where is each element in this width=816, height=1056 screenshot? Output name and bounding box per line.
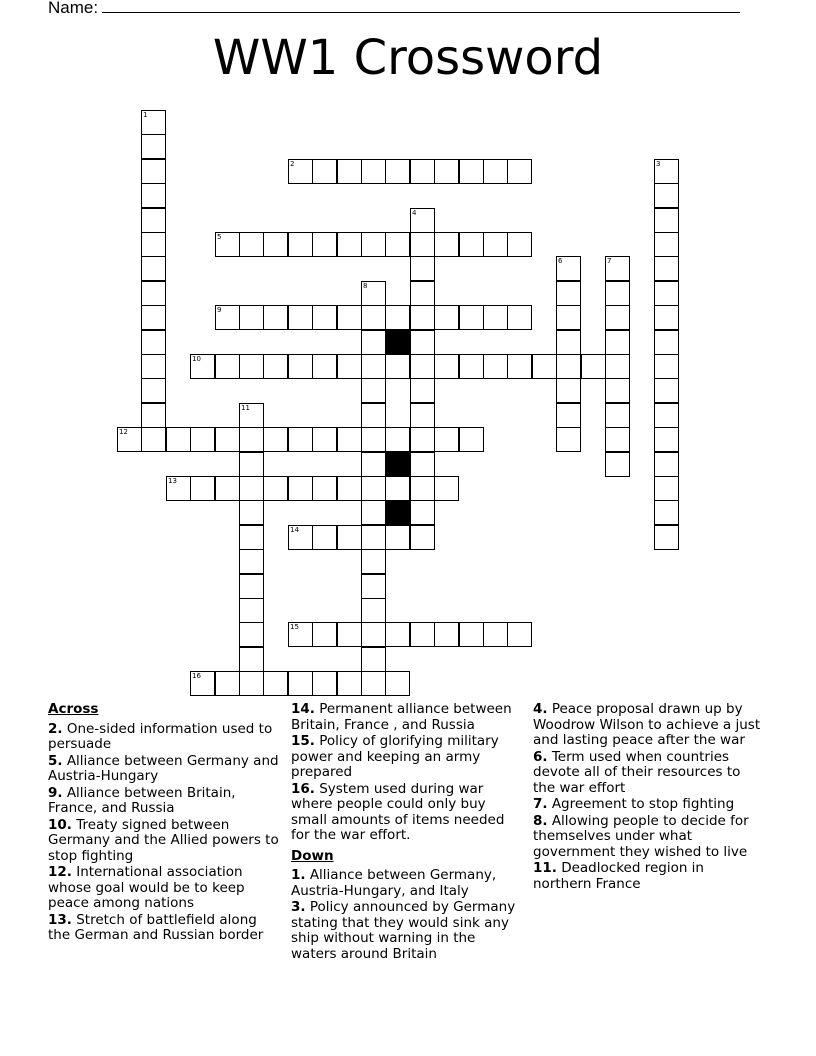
clue-number: 1. — [291, 867, 306, 883]
answer-cell[interactable] — [654, 256, 679, 281]
answer-cell[interactable] — [556, 305, 581, 330]
clue-number-12: 12 — [119, 428, 128, 436]
answer-cell[interactable] — [312, 427, 337, 452]
answer-cell[interactable] — [434, 232, 459, 257]
answer-cell[interactable] — [288, 671, 313, 696]
clue-10 — [48, 818, 280, 865]
answer-cell[interactable] — [654, 476, 679, 501]
answer-cell[interactable] — [361, 403, 386, 428]
answer-cell[interactable] — [312, 525, 337, 550]
clue-number: 9. — [48, 784, 63, 801]
clue-text: Stretch of battlefield along the German and Russian border — [48, 911, 264, 943]
answer-cell[interactable] — [654, 305, 679, 330]
answer-cell[interactable] — [410, 232, 435, 257]
answer-cell[interactable] — [141, 378, 166, 403]
answer-cell[interactable] — [410, 622, 435, 647]
answer-cell[interactable] — [605, 330, 630, 355]
answer-cell[interactable] — [605, 427, 630, 452]
clue-number: 10. — [48, 816, 72, 833]
answer-cell[interactable] — [434, 476, 459, 501]
answer-cell[interactable] — [556, 281, 581, 306]
clue-number-11: 11 — [241, 404, 250, 412]
clue-number-9: 9 — [217, 306, 222, 314]
answer-cell[interactable] — [239, 452, 264, 477]
answer-cell[interactable] — [410, 256, 435, 281]
answer-cell[interactable] — [361, 500, 386, 525]
black-square — [385, 500, 410, 525]
answer-cell[interactable] — [337, 354, 362, 379]
answer-cell[interactable] — [239, 354, 264, 379]
answer-cell[interactable] — [654, 354, 679, 379]
answer-cell[interactable] — [654, 525, 679, 550]
clue-text: Peace proposal drawn up by Woodrow Wilson to achieve a just and lasting peace after the war — [533, 701, 761, 748]
answer-cell[interactable] — [410, 476, 435, 501]
answer-cell[interactable] — [263, 476, 288, 501]
answer-cell[interactable] — [263, 232, 288, 257]
answer-cell[interactable] — [361, 622, 386, 647]
answer-cell[interactable] — [556, 378, 581, 403]
answer-cell[interactable] — [434, 427, 459, 452]
answer-cell[interactable] — [337, 232, 362, 257]
clue-text: Treaty signed between Germany and the Allied powers to stop fighting — [48, 816, 279, 864]
answer-cell[interactable] — [385, 525, 410, 550]
clue-number: 7. — [533, 796, 548, 812]
answer-cell[interactable] — [459, 622, 484, 647]
answer-cell[interactable] — [288, 622, 313, 647]
answer-cell[interactable] — [141, 427, 166, 452]
answer-cell[interactable] — [215, 476, 240, 501]
answer-cell[interactable] — [581, 354, 606, 379]
answer-cell[interactable] — [434, 354, 459, 379]
clue-number-8: 8 — [363, 282, 368, 290]
answer-cell[interactable] — [312, 159, 337, 184]
answer-cell[interactable] — [312, 622, 337, 647]
answer-cell[interactable] — [361, 232, 386, 257]
clue-number: 12. — [48, 864, 72, 880]
answer-cell[interactable] — [385, 427, 410, 452]
answer-cell[interactable] — [410, 452, 435, 477]
answer-cell[interactable] — [556, 354, 581, 379]
clue-15 — [291, 734, 523, 781]
answer-cell[interactable] — [556, 427, 581, 452]
answer-cell[interactable] — [507, 622, 532, 647]
clue-text: Agreement to stop fighting — [547, 796, 735, 812]
answer-cell[interactable] — [239, 671, 264, 696]
answer-cell[interactable] — [483, 354, 508, 379]
answer-cell[interactable] — [239, 403, 264, 428]
answer-cell[interactable] — [312, 476, 337, 501]
answer-cell[interactable] — [654, 403, 679, 428]
answer-cell[interactable] — [288, 305, 313, 330]
answer-cell[interactable] — [190, 354, 215, 379]
answer-cell[interactable] — [141, 110, 166, 135]
answer-cell[interactable] — [263, 305, 288, 330]
clue-number-13: 13 — [168, 477, 177, 485]
answer-cell[interactable] — [507, 232, 532, 257]
clue-8 — [533, 814, 765, 861]
answer-cell[interactable] — [385, 622, 410, 647]
clue-text: Alliance between Britain, France, and Russia — [48, 784, 236, 816]
answer-cell[interactable] — [654, 281, 679, 306]
answer-cell[interactable] — [361, 452, 386, 477]
answer-cell[interactable] — [312, 671, 337, 696]
clue-number: 15. — [291, 733, 315, 749]
clue-number: 8. — [533, 812, 548, 829]
answer-cell[interactable] — [507, 354, 532, 379]
clue-text: Term used when countries devote all of their resources to the war effort — [533, 748, 741, 796]
answer-cell[interactable] — [361, 305, 386, 330]
clue-text: Policy of glorifying military power and keeping an army prepared — [291, 733, 499, 780]
clue-text: International association whose goal would be to keep peace among nations — [48, 864, 245, 911]
answer-cell[interactable] — [410, 281, 435, 306]
clue-text: System used during war where people could only buy small amounts of items needed for the war effort. — [291, 780, 505, 843]
answer-cell[interactable] — [361, 598, 386, 623]
clue-number-16: 16 — [192, 672, 201, 680]
answer-cell[interactable] — [239, 647, 264, 672]
answer-cell[interactable] — [459, 232, 484, 257]
page-title: WW1 Crossword — [212, 30, 604, 86]
clue-13 — [48, 913, 280, 944]
clue-number: 3. — [291, 899, 306, 915]
answer-cell[interactable] — [288, 427, 313, 452]
clue-number-7: 7 — [607, 257, 612, 265]
answer-cell[interactable] — [385, 232, 410, 257]
answer-cell[interactable] — [215, 354, 240, 379]
clue-2 — [48, 722, 280, 753]
answer-cell[interactable] — [361, 378, 386, 403]
clue-4 — [533, 702, 765, 749]
answer-cell[interactable] — [361, 549, 386, 574]
answer-cell[interactable] — [361, 281, 386, 306]
answer-cell[interactable] — [654, 378, 679, 403]
answer-cell[interactable] — [312, 305, 337, 330]
answer-cell[interactable] — [410, 330, 435, 355]
answer-cell[interactable] — [459, 159, 484, 184]
answer-cell[interactable] — [288, 232, 313, 257]
down-header: Down — [291, 847, 334, 864]
answer-cell[interactable] — [239, 500, 264, 525]
answer-cell[interactable] — [141, 305, 166, 330]
clue-1 — [291, 868, 523, 899]
clues-column-3 — [533, 702, 765, 893]
answer-cell[interactable] — [239, 622, 264, 647]
answer-cell[interactable] — [288, 354, 313, 379]
answer-cell[interactable] — [361, 476, 386, 501]
answer-cell[interactable] — [605, 354, 630, 379]
answer-cell[interactable] — [117, 427, 142, 452]
answer-cell[interactable] — [141, 403, 166, 428]
answer-cell[interactable] — [337, 622, 362, 647]
answer-cell[interactable] — [239, 427, 264, 452]
answer-cell[interactable] — [239, 549, 264, 574]
answer-cell[interactable] — [337, 305, 362, 330]
answer-cell[interactable] — [141, 134, 166, 159]
clue-text: Deadlocked region in northern France — [533, 860, 704, 892]
answer-cell[interactable] — [532, 354, 557, 379]
clue-number-10: 10 — [192, 355, 201, 363]
answer-cell[interactable] — [605, 452, 630, 477]
answer-cell[interactable] — [434, 305, 459, 330]
clue-7 — [533, 797, 765, 813]
clue-number-5: 5 — [217, 233, 222, 241]
answer-cell[interactable] — [410, 525, 435, 550]
answer-cell[interactable] — [361, 647, 386, 672]
answer-cell[interactable] — [654, 427, 679, 452]
clue-number-14: 14 — [290, 526, 299, 534]
answer-cell[interactable] — [141, 354, 166, 379]
answer-cell[interactable] — [215, 232, 240, 257]
clue-number: 16. — [291, 780, 315, 797]
clue-3 — [291, 900, 523, 962]
answer-cell[interactable] — [605, 305, 630, 330]
answer-cell[interactable] — [654, 330, 679, 355]
answer-cell[interactable] — [141, 183, 166, 208]
answer-cell[interactable] — [385, 354, 410, 379]
clues-column-2 — [291, 702, 523, 963]
answer-cell[interactable] — [239, 598, 264, 623]
across-header: Across — [48, 701, 99, 717]
clue-number: 4. — [533, 701, 548, 717]
answer-cell[interactable] — [410, 208, 435, 233]
clue-number: 2. — [48, 720, 63, 737]
answer-cell[interactable] — [239, 232, 264, 257]
answer-cell[interactable] — [288, 159, 313, 184]
answer-cell[interactable] — [337, 159, 362, 184]
clues-column-1 — [48, 702, 280, 945]
clue-16 — [291, 782, 523, 844]
clue-text: Permanent alliance between Britain, France , and Russia — [291, 701, 512, 733]
answer-cell[interactable] — [605, 378, 630, 403]
name-label: Name: — [48, 0, 99, 17]
answer-cell[interactable] — [483, 232, 508, 257]
answer-cell[interactable] — [654, 208, 679, 233]
clue-5 — [48, 754, 280, 785]
answer-cell[interactable] — [141, 256, 166, 281]
answer-cell[interactable] — [459, 305, 484, 330]
answer-cell[interactable] — [215, 305, 240, 330]
answer-cell[interactable] — [459, 354, 484, 379]
answer-cell[interactable] — [385, 476, 410, 501]
answer-cell[interactable] — [483, 159, 508, 184]
answer-cell[interactable] — [556, 256, 581, 281]
answer-cell[interactable] — [654, 232, 679, 257]
answer-cell[interactable] — [141, 208, 166, 233]
answer-cell[interactable] — [507, 159, 532, 184]
answer-cell[interactable] — [410, 378, 435, 403]
answer-cell[interactable] — [507, 305, 532, 330]
answer-cell[interactable] — [361, 525, 386, 550]
answer-cell[interactable] — [605, 403, 630, 428]
answer-cell[interactable] — [166, 476, 191, 501]
clue-number-2: 2 — [290, 160, 295, 168]
clue-text: Allowing people to decide for themselves under what government they wished to live — [533, 812, 749, 860]
clue-text: Alliance between Germany and Austria-Hungary — [48, 752, 279, 784]
answer-cell[interactable] — [654, 452, 679, 477]
answer-cell[interactable] — [361, 574, 386, 599]
answer-cell[interactable] — [556, 403, 581, 428]
answer-cell[interactable] — [410, 305, 435, 330]
clue-6 — [533, 750, 765, 797]
answer-cell[interactable] — [312, 354, 337, 379]
black-square — [385, 330, 410, 355]
clue-number: 14. — [291, 701, 315, 717]
clue-number: 5. — [48, 752, 63, 769]
answer-cell[interactable] — [556, 330, 581, 355]
answer-cell[interactable] — [239, 574, 264, 599]
clue-text: Policy announced by Germany stating that they would sink any ship without warning in the waters around Britain — [291, 899, 516, 962]
clue-number: 13. — [48, 911, 72, 928]
answer-cell[interactable] — [410, 500, 435, 525]
answer-cell[interactable] — [288, 476, 313, 501]
answer-cell[interactable] — [337, 525, 362, 550]
answer-cell[interactable] — [337, 476, 362, 501]
clue-number: 11. — [533, 860, 557, 876]
answer-cell[interactable] — [361, 671, 386, 696]
answer-cell[interactable] — [190, 476, 215, 501]
answer-cell[interactable] — [141, 330, 166, 355]
answer-cell[interactable] — [263, 671, 288, 696]
answer-cell[interactable] — [410, 403, 435, 428]
answer-cell[interactable] — [361, 354, 386, 379]
answer-cell[interactable] — [166, 427, 191, 452]
answer-cell[interactable] — [141, 281, 166, 306]
answer-cell[interactable] — [654, 159, 679, 184]
answer-cell[interactable] — [190, 671, 215, 696]
clue-number-6: 6 — [558, 257, 563, 265]
answer-cell[interactable] — [483, 305, 508, 330]
answer-cell[interactable] — [361, 427, 386, 452]
answer-cell[interactable] — [434, 622, 459, 647]
clue-number-1: 1 — [143, 111, 148, 119]
clue-text: One-sided information used to persuade — [48, 720, 273, 752]
answer-cell[interactable] — [434, 159, 459, 184]
answer-cell[interactable] — [312, 232, 337, 257]
answer-cell[interactable] — [385, 159, 410, 184]
answer-cell[interactable] — [361, 159, 386, 184]
answer-cell[interactable] — [410, 159, 435, 184]
answer-cell[interactable] — [190, 427, 215, 452]
answer-cell[interactable] — [385, 305, 410, 330]
answer-cell[interactable] — [459, 427, 484, 452]
answer-cell[interactable] — [654, 183, 679, 208]
black-square — [385, 452, 410, 477]
answer-cell[interactable] — [239, 305, 264, 330]
answer-cell[interactable] — [263, 427, 288, 452]
answer-cell[interactable] — [483, 622, 508, 647]
answer-cell[interactable] — [361, 330, 386, 355]
answer-cell[interactable] — [410, 427, 435, 452]
clue-text: Alliance between Germany, Austria-Hungary, and Italy — [291, 867, 497, 899]
clue-9 — [48, 786, 280, 817]
clue-number-3: 3 — [656, 160, 661, 168]
answer-cell[interactable] — [239, 476, 264, 501]
answer-cell[interactable] — [215, 427, 240, 452]
answer-cell[interactable] — [605, 256, 630, 281]
clue-11 — [533, 861, 765, 892]
answer-cell[interactable] — [288, 525, 313, 550]
clue-number-4: 4 — [412, 209, 417, 217]
answer-cell[interactable] — [410, 354, 435, 379]
answer-cell[interactable] — [141, 232, 166, 257]
answer-cell[interactable] — [239, 525, 264, 550]
answer-cell[interactable] — [215, 671, 240, 696]
clue-12 — [48, 865, 280, 912]
answer-cell[interactable] — [654, 500, 679, 525]
answer-cell[interactable] — [263, 354, 288, 379]
answer-cell[interactable] — [605, 281, 630, 306]
answer-cell[interactable] — [337, 427, 362, 452]
clue-number: 6. — [533, 748, 548, 765]
answer-cell[interactable] — [337, 671, 362, 696]
clue-number-15: 15 — [290, 623, 299, 631]
answer-cell[interactable] — [385, 671, 410, 696]
answer-cell[interactable] — [141, 159, 166, 184]
clue-14 — [291, 702, 523, 733]
